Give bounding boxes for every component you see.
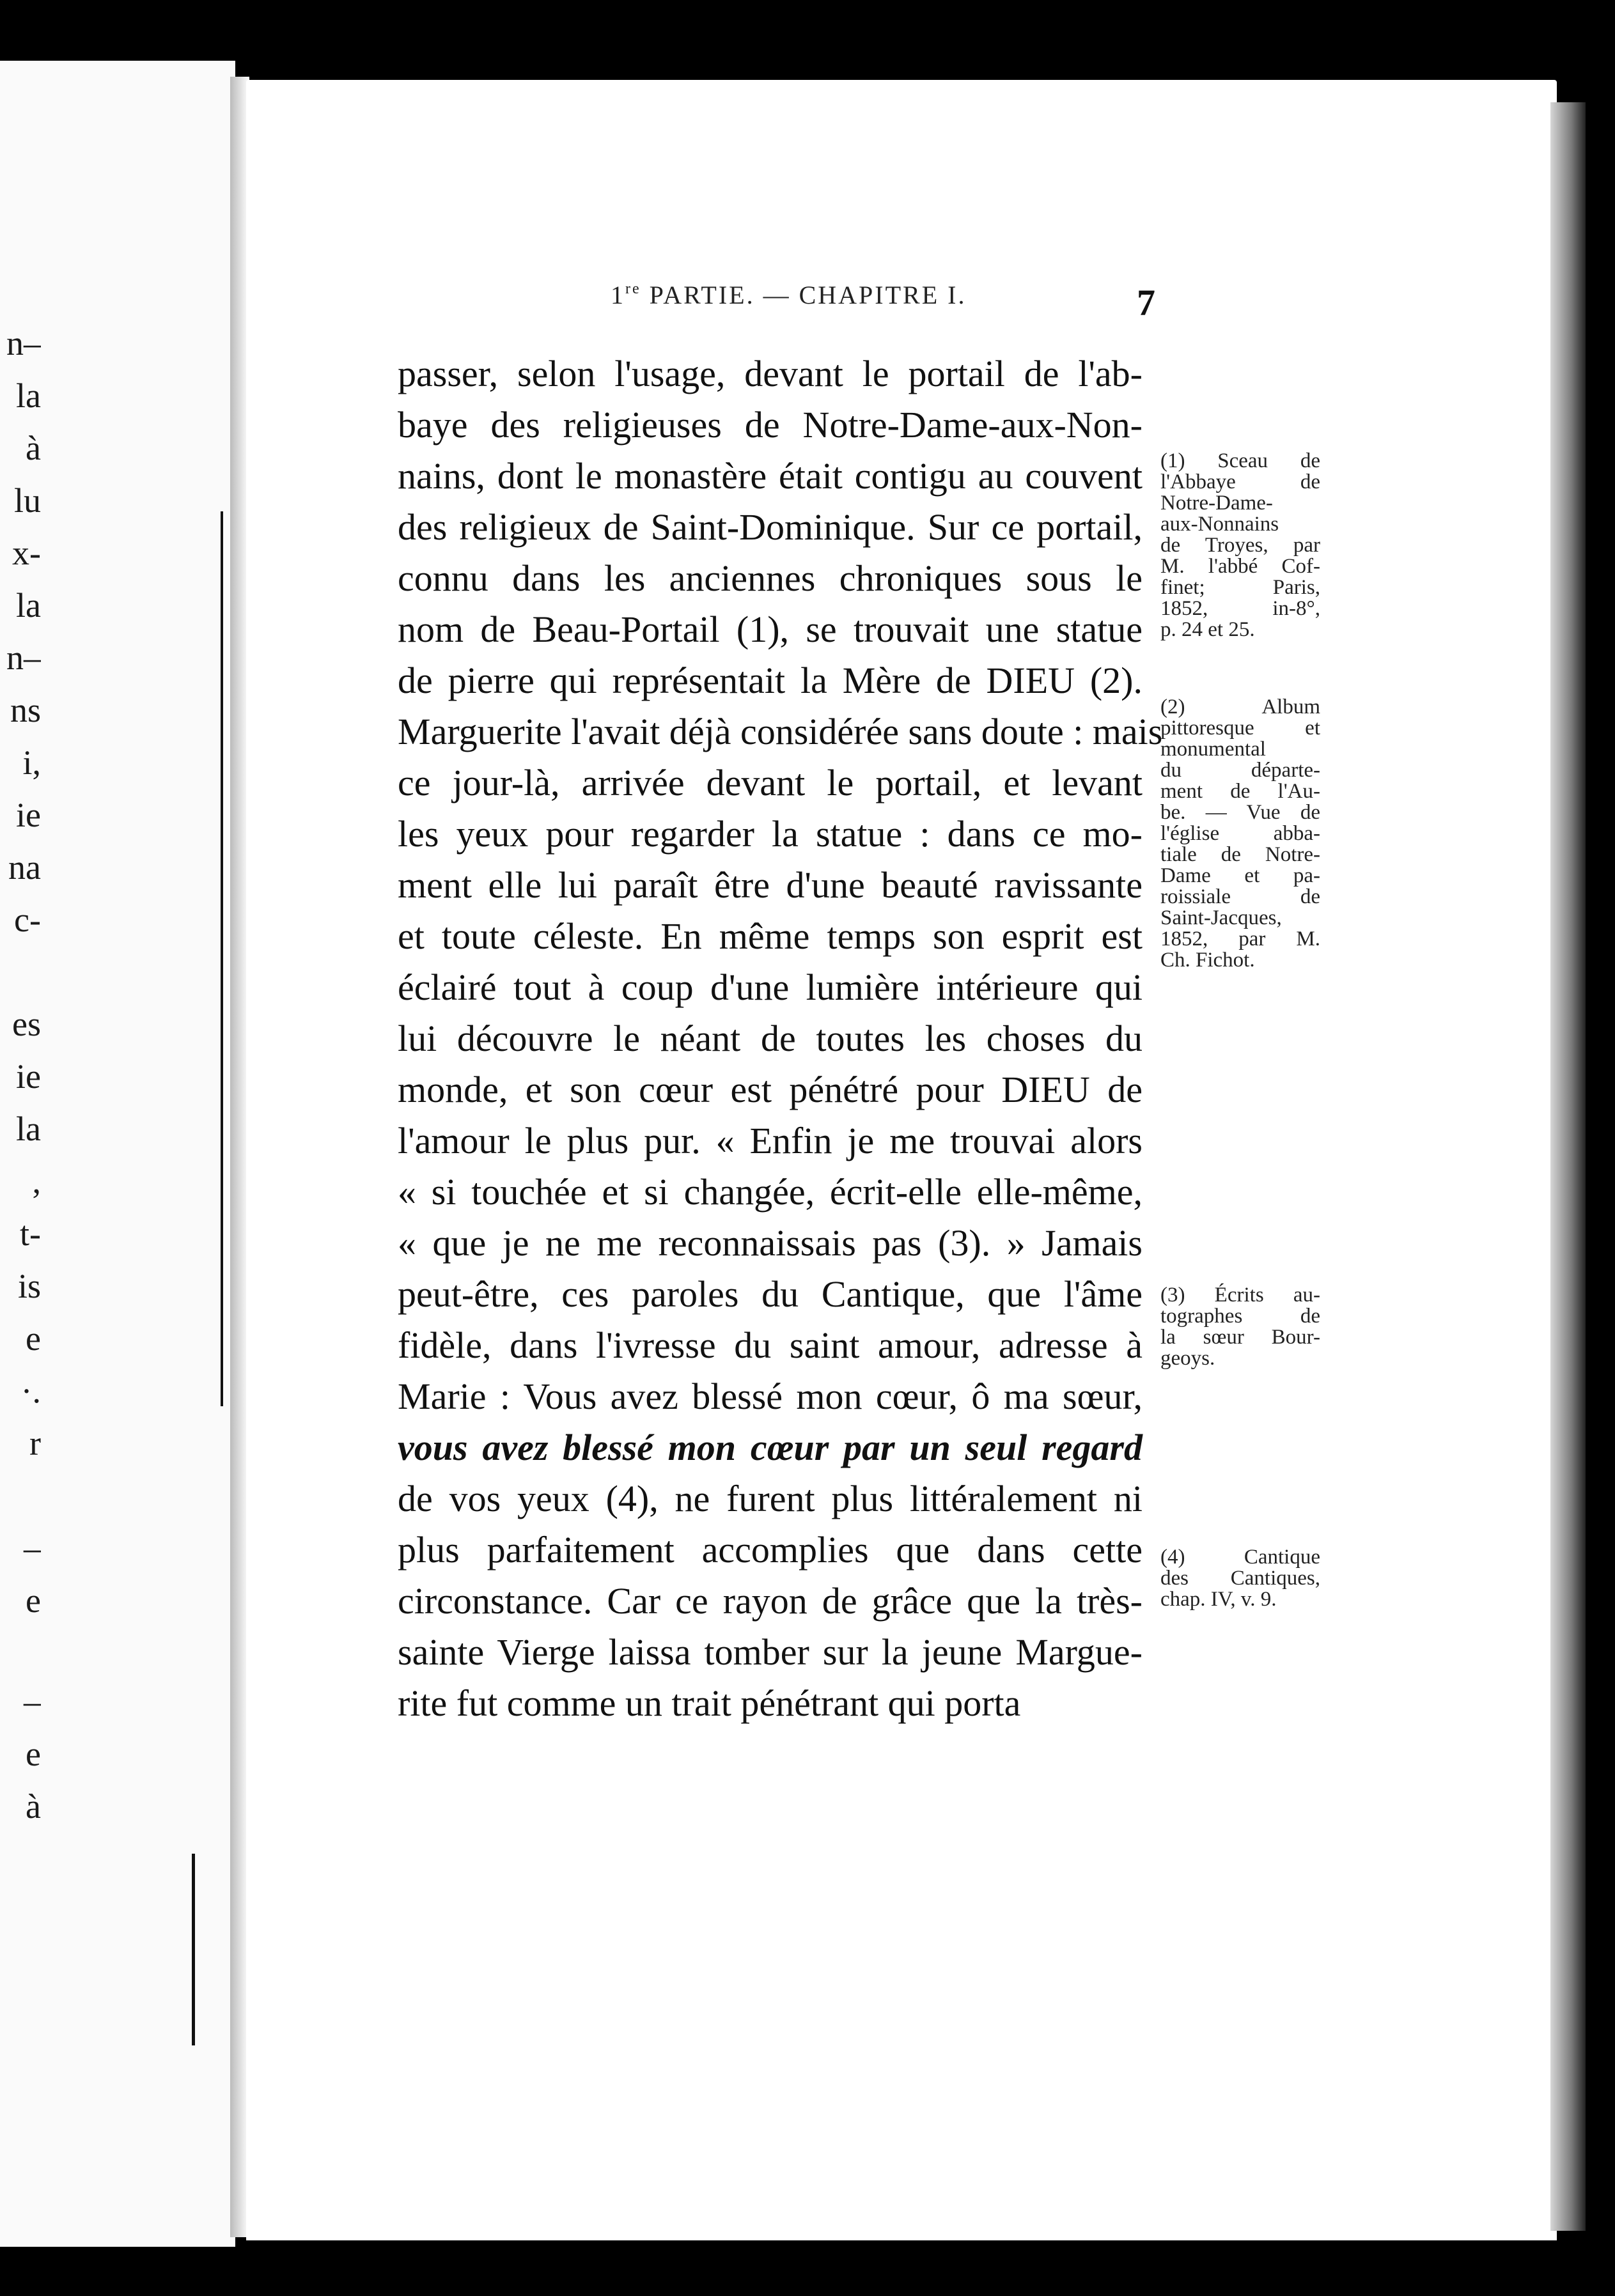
text-line: ment elle lui paraît être d'une beauté ravissante (398, 864, 1143, 906)
left-fragment: à (26, 1789, 41, 1824)
left-fragment: la (16, 588, 41, 623)
text-line: « que je ne me reconnaissais pas (3). » Jamais (398, 1222, 1143, 1264)
sidenote-line: be. — Vue de (1160, 801, 1320, 824)
sidenote-line: l'église abba- (1160, 822, 1320, 845)
sidenote-line: p. 24 et 25. (1160, 618, 1255, 641)
sidenote-2 (1160, 697, 1320, 971)
sidenote-line: chap. IV, v. 9. (1160, 1588, 1277, 1611)
text-line: de pierre qui représentait la Mère de DIEU (2). (398, 660, 1143, 701)
text-line: connu dans les anciennes chroniques sous le (398, 557, 1143, 599)
sidenote-line: M. l'abbé Cof- (1160, 555, 1320, 578)
sidenote-line: tiale de Notre- (1160, 843, 1320, 866)
left-fragment: à (26, 431, 41, 465)
page-edge (1550, 102, 1586, 2231)
sidenote-line: de Troyes, par (1160, 534, 1320, 557)
sidenote-line: tographes de (1160, 1305, 1320, 1328)
left-fragment: ie (16, 1059, 41, 1094)
sidenote-line: aux-Nonnains (1160, 513, 1279, 536)
sidenote-line: (1) Sceau de (1160, 449, 1320, 472)
text-line: circonstance. Car ce rayon de grâce que la très- (398, 1580, 1143, 1622)
sidenote-line: 1852, in-8°, (1160, 597, 1320, 620)
left-fragment: e (26, 1583, 41, 1618)
left-fragment: lu (13, 483, 41, 518)
sidenote-line: finet; Paris, (1160, 576, 1320, 599)
text-line: vous avez blessé mon cœur par un seul regard (398, 1427, 1143, 1468)
left-fragment: r (29, 1426, 41, 1461)
text-line: lui découvre le néant de toutes les choses du (398, 1018, 1143, 1059)
text-line: éclairé tout à coup d'une lumière intérieure qui (398, 966, 1143, 1008)
text-line: de vos yeux (4), ne furent plus littéralement ni (398, 1478, 1143, 1519)
sidenote-line: 1852, par M. (1160, 927, 1320, 950)
sidenote-3 (1160, 1285, 1320, 1369)
sidenote-line: l'Abbaye de (1160, 470, 1320, 493)
text-line: monde, et son cœur est pénétré pour DIEU de (398, 1069, 1143, 1110)
sidenote-4 (1160, 1547, 1320, 1610)
text-line: sainte Vierge laissa tomber sur la jeune Margue- (398, 1631, 1143, 1673)
text-line: les yeux pour regarder la statue : dans ce mo- (398, 813, 1143, 855)
text-line: passer, selon l'usage, devant le portail de l'ab- (398, 353, 1143, 394)
left-fragment: ns (10, 693, 41, 727)
left-fragment: t- (20, 1216, 41, 1251)
text-line: plus parfaitement accomplies que dans cette (398, 1529, 1143, 1571)
facing-page (0, 61, 235, 2247)
text-line: rite fut comme un trait pénétrant qui porta (398, 1682, 1021, 1724)
sidenote-line: ment de l'Au- (1160, 780, 1320, 803)
left-fragment: x- (12, 536, 41, 570)
text-line: et toute céleste. En même temps son esprit est (398, 915, 1143, 957)
left-fragment: c- (14, 903, 41, 937)
text-line: peut-être, ces paroles du Cantique, que l'âme (398, 1273, 1143, 1315)
left-fragment: n– (6, 326, 41, 361)
left-fragment: la (16, 1112, 41, 1146)
sidenote-line: (3) Écrits au- (1160, 1284, 1320, 1307)
text-line: l'amour le plus pur. « Enfin je me trouvai alors (398, 1120, 1143, 1161)
left-fragment: i, (22, 745, 41, 780)
sidenote-line: la sœur Bour- (1160, 1326, 1320, 1349)
page-number: 7 (1137, 282, 1155, 323)
sidenote-line: Saint-Jacques, (1160, 906, 1282, 929)
text-line: ce jour-là, arrivée devant le portail, et levant (398, 762, 1143, 803)
left-fragment: la (16, 378, 41, 413)
text-line: « si touchée et si changée, écrit-elle elle-même, (398, 1171, 1143, 1213)
text-line: des religieux de Saint-Dominique. Sur ce portail, (398, 506, 1143, 548)
sidenote-line: geoys. (1160, 1347, 1215, 1370)
gutter-shadow-line (192, 1854, 195, 2045)
left-fragment: es (12, 1007, 41, 1041)
left-fragment: e (26, 1321, 41, 1356)
sidenote-line: du départe- (1160, 759, 1320, 782)
sidenote-line: Ch. Fichot. (1160, 949, 1255, 972)
header-ordinal: re (625, 281, 641, 297)
left-fragment: ·. (20, 1374, 41, 1408)
running-header (611, 280, 969, 310)
header-chapter: PARTIE. — CHAPITRE I. (641, 281, 967, 309)
left-fragment: – (24, 1531, 41, 1565)
body-text (398, 348, 1163, 1729)
left-fragment: na (8, 850, 41, 885)
left-fragment: e (26, 1737, 41, 1771)
sidenote-line: roissiale de (1160, 885, 1320, 908)
sidenote-line: Notre-Dame- (1160, 492, 1273, 515)
sidenote-1 (1160, 451, 1320, 640)
sidenote-line: monumental (1160, 738, 1266, 761)
text-line: nom de Beau-Portail (1), se trouvait une statue (398, 609, 1143, 650)
sidenote-line: Dame et pa- (1160, 864, 1320, 887)
sidenote-line: pittoresque et (1160, 717, 1320, 740)
header-part-number: 1 (611, 281, 625, 309)
left-fragment: ie (16, 798, 41, 832)
text-line: fidèle, dans l'ivresse du saint amour, adresse à (398, 1324, 1143, 1366)
sidenote-line: (4) Cantique (1160, 1546, 1320, 1569)
text-line: Marguerite l'avait déjà considérée sans doute : mais (398, 711, 1163, 752)
sidenote-line: des Cantiques, (1160, 1567, 1320, 1590)
text-line: nains, dont le monastère était contigu au couvent (398, 455, 1143, 497)
sidenote-line: (2) Album (1160, 695, 1320, 718)
left-fragment: is (17, 1269, 41, 1303)
text-line: baye des religieuses de Notre-Dame-aux-Non- (398, 404, 1143, 446)
left-fragment: n– (6, 640, 41, 675)
text-line: Marie : Vous avez blessé mon cœur, ô ma sœur, (398, 1376, 1143, 1417)
left-fragment: , (32, 1164, 41, 1198)
gutter-shadow-line (221, 511, 223, 1406)
left-fragment: – (24, 1684, 41, 1719)
